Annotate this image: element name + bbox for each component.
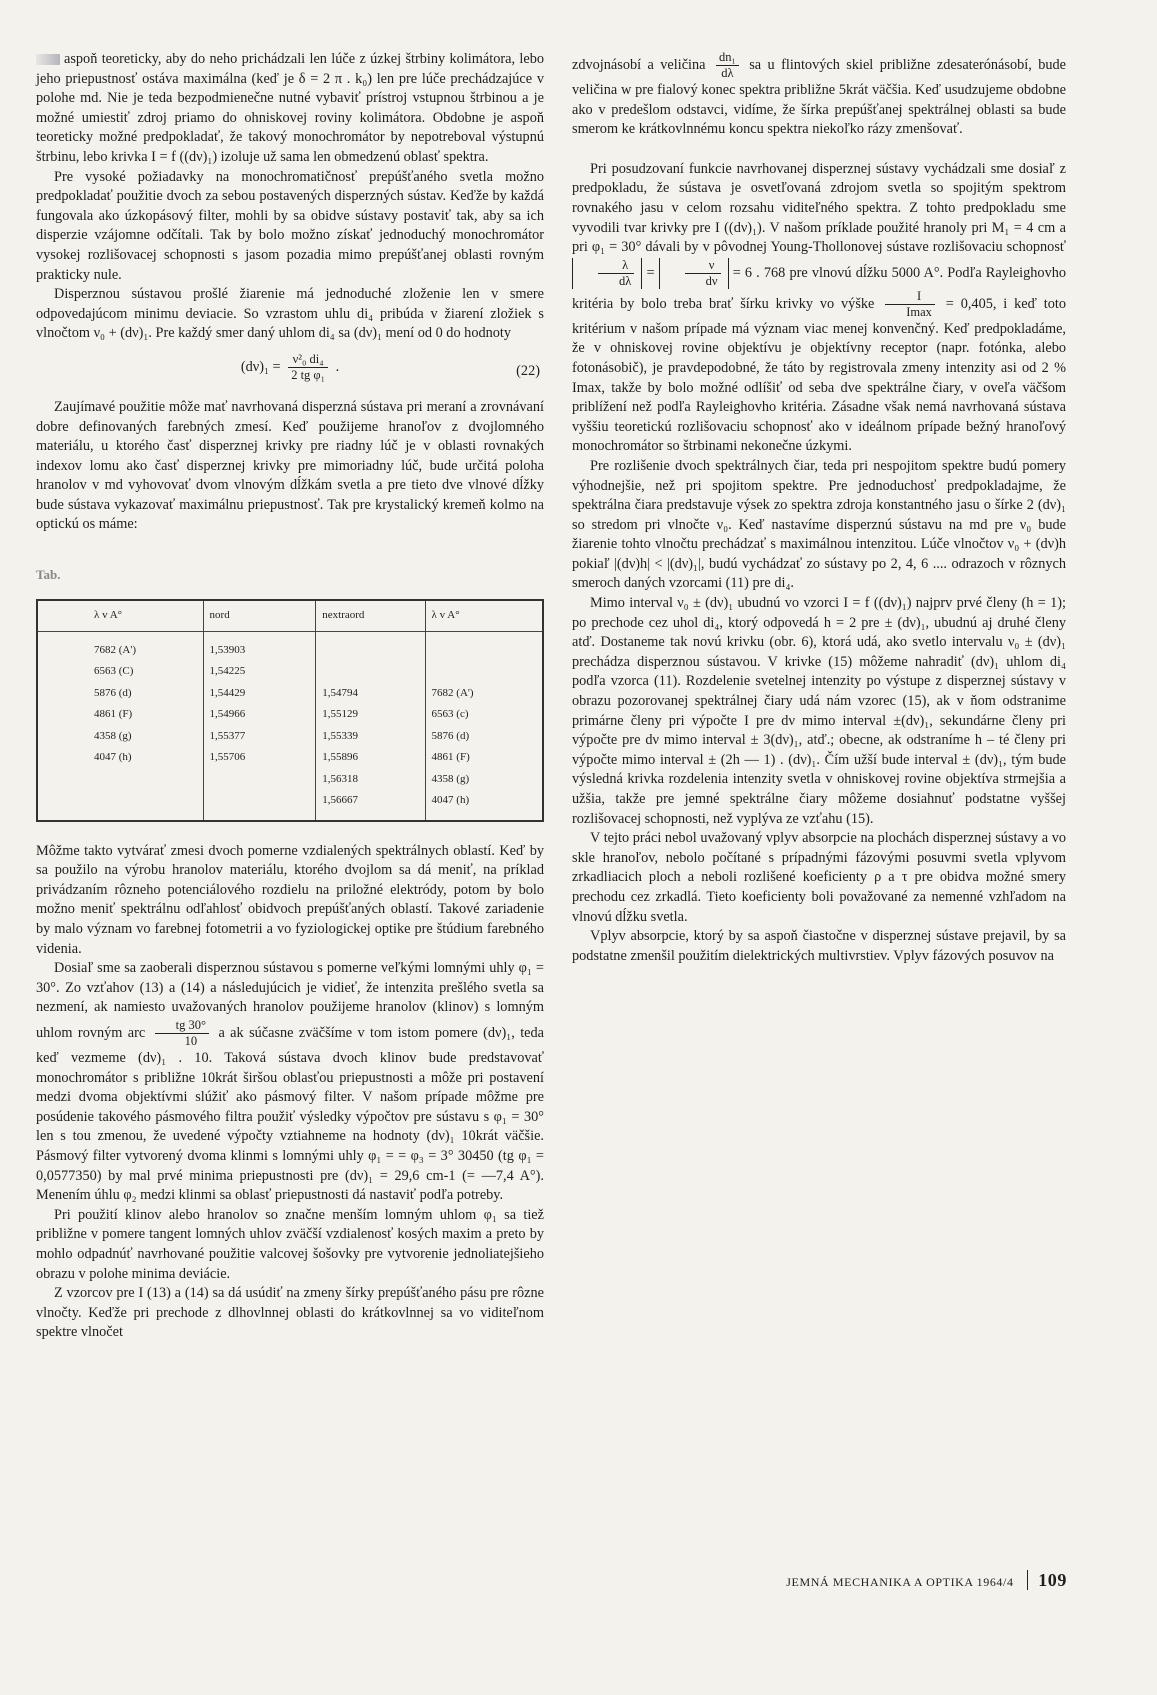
equation-number: (22) [516,362,540,379]
fraction-numerator: ν²₀ di₄ [288,352,328,368]
table-cell: 1,55377 [203,726,316,748]
refractive-index-table [36,599,544,822]
faded-margin [36,54,60,65]
table-cell: 1,54794 [316,683,425,705]
fraction-numerator: ν [685,258,721,274]
resolving-power-value: = 6 . 768 [732,264,786,281]
inline-fraction [885,289,935,320]
table-cell: 4861 (F) [37,704,203,726]
equation-lhs: (dν)₁ = [240,358,281,375]
table-row [37,704,543,726]
table-cell: 1,53903 [203,631,316,661]
absolute-value [659,258,729,289]
table-label: Tab. [36,567,61,583]
paragraph: Dosiaľ sme sa zaoberali disperznou sústavou s pomerne veľkými lomnými uhly φ₁ = 30°. Zo vzťahov (13) a (14) a následujúcich je vidieť, že intenzita prešlého svetla sa nezmení, ak namiesto uvažovaných hranolov použijeme hranolov (klinov) s lomným uhlom rovným arc $\frac{tg 30^\circ}{10}$ a ak súčasne zväčšíme v tom istom pomere (dν)₁, teda keď vezmeme (dν)₁ . 10. Taková sústava dvoch klinov bude predstavovať monochromátor s približne 10krát širšou oblasťou priepustnosti a môže pri postavení medzi dvoma objektívmi slúžiť ako pásmový filter. V našom prípade môžme pre posúdenie takového pásmového filtra použiť výsledky výpočtov pre sústavu s φ₁ = 30° len s tou zmenou, že uvedené výpočty vztiahneme na hodnoty (dν)₁ 10krát väčšie. Pásmový filter vytvorený dvoma klinmi s lomnými uhly φ₁ = = φ₃ = 3° 30450 (tg φ₁ = 0,0577350) by mal prvé minima priepustnosti pre (dν)₁ = 29,6 cm-1 (= —7,4 A°). Menením úhlu φ₂ medzi klinmi sa oblasť priepustnosti dá nastaviť podľa potreby. [36,960,545,1204]
inline-fraction [155,1018,209,1049]
paragraph: Pre rozlišenie dvoch spektrálnych čiar, teda pri nespojitom spektre budú pomery výhodnejšie, než pri spojitom spektre. Pre jednoduchosť predpokladajme, že spektrálna čiara predstavuje výsek zo spektra zdroja konstantného jasu o šírke 2 (dν)₁ so stredom pri vlnočte ν₀. Keď nastavíme disperznú sústavu na md pre ν₀ bude žiarenie tohto vlnočtu prechádzať s maximálnou intenzitou. Lúče vlnočtov ν₀ + (dν)h pokiaľ |(dν)h| < |(dν)₁|, budú vychádzať zo sústavy po 2, 4, 6 .... odrazoch v rôznych smeroch daných vzorcami (11) pre di₄. [572,457,1066,592]
paragraph: Mimo interval ν₀ ± (dν)₁ ubudnú vo vzorci I = f ((dν)₁) najprv prvé členy (h = 1); po prechode cez uhol di₄, ktorý odpovedá h = 2 pre ± (dν)₁, ubudnú aj druhé členy atď. Dostaneme tak novú krivku (obr. 6), ktorá udá, ako svetlo intervalu ν₀ ± (dν)₁ prechádza disperznou sústavou. V krivke (15) môžeme nahradiť (dν)₁ uhlom di₄ podľa vzorca (11). Rozdelenie svetelnej intenzity po výstupe z disperznej sústavy v obrazu pozorovanej spektrálnej čiary udá nám vzorec (15), ak v ňom odstranime primárne členy pri výpočte I pre dν mimo interval ±(dν)₁, sekundárne členy pri výpočte pre dν mimo interval ± 3(dν)₁, atď.; obecne, ak odstraníme h – té členy pri výpočte mimo interval ± (2h — 1) . (dν)₁. Čím užší bude interval ± (dν)₁, tým bude výsledná krivka rozdelenia intenzity svetla v ohniskovej rovine objektíva strmejšia a užšia, takže pre jemné spektrálne čiary môžeme dosiahnuť podstatne vyššej rozlišovacej schopnosti, než vyplýva ze vzťahu (15). [572,595,1066,827]
table-row [37,726,543,748]
paragraph: Disperznou sústavou prošlé žiarenie má jednoduché zloženie len v smere odpovedajúcom minimu deviacie. So vzrastom uhlu di₄ pribúda v žiarení zložiek s vlnočtom ν₀ + (dν)₁. Pre každý smer daný uhlom di₄ sa (dν)₁ mení od 0 do hodnoty [36,286,544,342]
paragraph: Zaujímavé použitie môže mať navrhovaná disperzná sústava pri meraní a zrovnávaní dobre definovaných farebných zmesí. Keď použijeme hranoľov z dvojlomného materiálu, u ktorého časť disperznej krivky pre riadny lúč je v oblasti rovnakých indexov lomu ako časť disperznej krivky pre mimoriadny lúč, bude určitá poloha hranolov v md vyhovovať dvom vlnovým dĺžkám svetla a pre tieto dve vlnové dĺžky bude sústava vykazovať maximálnu priepustnosť. Tak pre krystalický kremeň kolmo na optickú os máme: [36,398,544,533]
equation-dot: . [335,358,340,375]
table-cell: 7682 (A') [425,683,543,705]
table-cell: 6563 (c) [425,704,543,726]
inline-fraction [685,258,721,289]
table-cell: 1,55706 [203,747,316,769]
table-cell: 7682 (A') [37,631,203,661]
left-column [36,50,544,1343]
table-cell: 1,54225 [203,661,316,683]
paragraph: aspoň teoreticky, aby do neho prichádzali len lúče z úzkej štrbiny kolimátora, lebo jeho priepustnosť ostáva maximálna (keď je δ = 2 π . k₀) len pre lúče prechádzajúce v polohe md. Nie je teda bezpodmienečne nutné vybaviť prístroj vstupnou štrbinou a je možné umiestiť zdroj priamo do ohniskovej roviny kolimátora. Obdobne je aspoň teoreticky možné predpokladať, že takový monochromátor by nepotreboval výstupnú štrbinu, lebo krivka I = f ((dν)₁) izoluje už sama len obmedzenú oblasť spektra. [36,51,544,165]
inline-fraction [598,258,634,289]
fraction-denominator: Imax [906,304,932,319]
inline-fraction [716,50,739,81]
fraction-denominator: 2 tg φ₁ [291,367,325,382]
paragraph: Z vzorcov pre I (13) a (14) sa dá usúdiť na zmeny šírky prepúšťaného pásu pre rôzne vlnočty. Keďže pri prechode z dlhovlnnej oblasti do krátkovlnnej sa vo viditeľnom spektre vlnočet [36,1285,544,1341]
table-row [37,631,543,661]
table-header: λ v A° [37,600,203,632]
table-cell: 6563 (C) [37,661,203,683]
table-cell: 4861 (F) [425,747,543,769]
table-row [37,683,543,705]
fraction-denominator: 10 [184,1034,198,1048]
table-cell: 1,55896 [316,747,425,769]
table-cell [316,661,425,683]
table-header: nord [203,600,316,632]
table-cell [316,631,425,661]
table-cell: 4047 (h) [37,747,203,769]
page-number: 109 [1027,1570,1067,1590]
absolute-value [572,258,642,289]
table-cell: 4358 (g) [425,769,543,791]
equals-sign: = [646,264,655,281]
fraction-denominator: dλ [721,66,734,80]
fraction-numerator: tg 30° [155,1018,209,1034]
table-row [37,769,543,791]
table-header: λ v A° [425,600,543,632]
table-row [37,661,543,683]
fraction-numerator: dn₁ [716,50,739,66]
paragraph: Pre vysoké požiadavky na monochromatičnosť prepúšťaného svetla možno predpokladať použitie dvoch za sebou postavených disperzných sústav. Keďže by každá fungovala ako úzkopásový filter, mohli by sa obidve sústavy postaviť tak, aby sa ich disperzie vzájomne odčítali. Tak by bolo možno získať jednoduchý monochromátor vysokej rozlišovacej schopnosti s jasom pozadia mimo prepúšťanej oblasti rovným prakticky nule. [36,168,544,283]
table-cell [203,790,316,821]
paragraph: Vplyv absorpcie, ktorý by sa aspoň čiastočne v disperznej sústave prejavil, by sa podstatne zmenšil použitím dielektrických multivrstiev. Vplyv fázových posuvov na [572,928,1066,964]
table-row [37,790,543,821]
table-cell: 4047 (h) [425,790,543,821]
table-cell: 5876 (d) [37,683,203,705]
table-cell: 1,55339 [316,726,425,748]
paragraph: zdvojnásobí a veličina $\frac{\text{dn₁}}{d\lambda}$ sa u flintových skiel približne zdesaterónásobí, bude veličina w pre fialový konec spektra približne 5krát väčšia. Keď usudzujeme obdobne ako v predešlom odstavci, vidíme, že šírka prepúšťanej spektrálnej oblasti sa bude smerom ke krátkovlnnému koncu spektra niekoľko rázy zmenšovať. [572,50,1066,138]
table-header-row [37,600,543,632]
table-cell: 5876 (d) [425,726,543,748]
table-cell: 1,56667 [316,790,425,821]
table-row [37,747,543,769]
table-header: nextraord [316,600,425,632]
fraction-denominator: dλ [619,273,632,288]
fraction-numerator: I [885,289,935,305]
equation-22 [36,352,544,390]
paragraph: V tejto práci nebol uvažovaný vplyv absorpcie na plochách disperznej sústavy a vo skle hranoľov, nebolo počítané s prípadnými fázovými posuvmi svetla vplyvom zrkadliacich ploch a neboli rozlišené koeficienty ρ a τ pre obidva možné smery prechodu cez zrkadlá. Tieto koeficienty boli považované za nemenné vzhľadom na vlnovú dĺžku svetla. [572,830,1066,925]
table-cell: 1,56318 [316,769,425,791]
table-cell [425,661,543,683]
journal-name: JEMNÁ MECHANIKA A OPTIKA 1964/4 [786,1575,1014,1589]
table-cell: 1,55129 [316,704,425,726]
paragraph: Môžme takto vytvárať zmesi dvoch pomerne vzdialených spektrálnych oblastí. Keď by sa použilo na výrobu hranolov materiálu, ktorého dvojlom sa dá meniť, na príklad privádzaním rôzneho potenciálového rozdielu na priložné elektródy, potom by bolo možno meniť spektrálnu odľahlosť obidvoch prepúšťaných oblastí. Takové zariadenie by malo význam vo farebnej fotometrii a vo fyziologickej optike pre štúdium farebného videnia. [36,842,544,957]
right-column [572,50,1066,966]
page-footer [786,1570,1067,1591]
table-cell: 1,54429 [203,683,316,705]
table-cell [203,769,316,791]
table-cell [425,631,543,661]
fraction-denominator: dν [705,273,718,288]
table-cell [37,790,203,821]
table-cell: 4358 (g) [37,726,203,748]
table-cell: 1,54966 [203,704,316,726]
fraction-numerator: λ [598,258,634,274]
paragraph: Pri posudzovaní funkcie navrhovanej disperznej sústavy vychádzali sme dosiaľ z predpokladu, že sústava je osvetľovaná zdrojom svetla so spojitým spektrom rovnakého jasu v celom rozsahu viditeľného spektra. Z tohto predpokladu sme vyvodili tvar krivky pre I ((dν)₁). V našom príklade použité hranoly pri M₁ = 4 cm a pri φ₁ = 30° dávali by v pôvodnej Young-Thollonovej sústave rozlišovaciu schopnosť $\frac{\lambda}{d\lambda}$ = $\frac{\nu}{d\nu}$ = 6 . 768 pre vlnovú dĺžku 5000 A°. Podľa Rayleighovho kritéria by bolo treba brať šírku krivky vo výške $\frac{I}{Imax}$ = 0,405, i keď toto kritérium v našom prípade má význam viac menej konvenčný. Keď predpokladáme, že v ohniskovej rovine objektívu je objektívny receptor (napr. fotónka, alebo fotonásobič), je pravdepodobné, že táto by registrovala zmeny intenzity asi od 2 % Imax, takže by bolo možné odlíšiť od seba dve spektrálne čiary, v oveľa väčšom priblížení než podľa Rayleighovho kritéria. Zásadne však nemá navrhovaná sústava vyššiu teoretickú rozlišovaciu schopnosť ako v ideálnom prípade bežný hranoľový monochromátor so štrbinami nekonečne úzkymi. [572,160,1067,455]
table-cell [37,769,203,791]
equation-fraction [288,352,328,383]
paragraph: Pri použití klinov alebo hranolov so značne menším lomným uhlom φ₁ sa tiež približne v pomere tangent lomných uhlov zväčší vzdialenosť kosých maxim a preto by mohlo odpadnúť navrhované použitie valcovej šošovky pre vytvorenie jednoliatejšieho obrazu v polohe minima deviácie. [36,1206,544,1282]
